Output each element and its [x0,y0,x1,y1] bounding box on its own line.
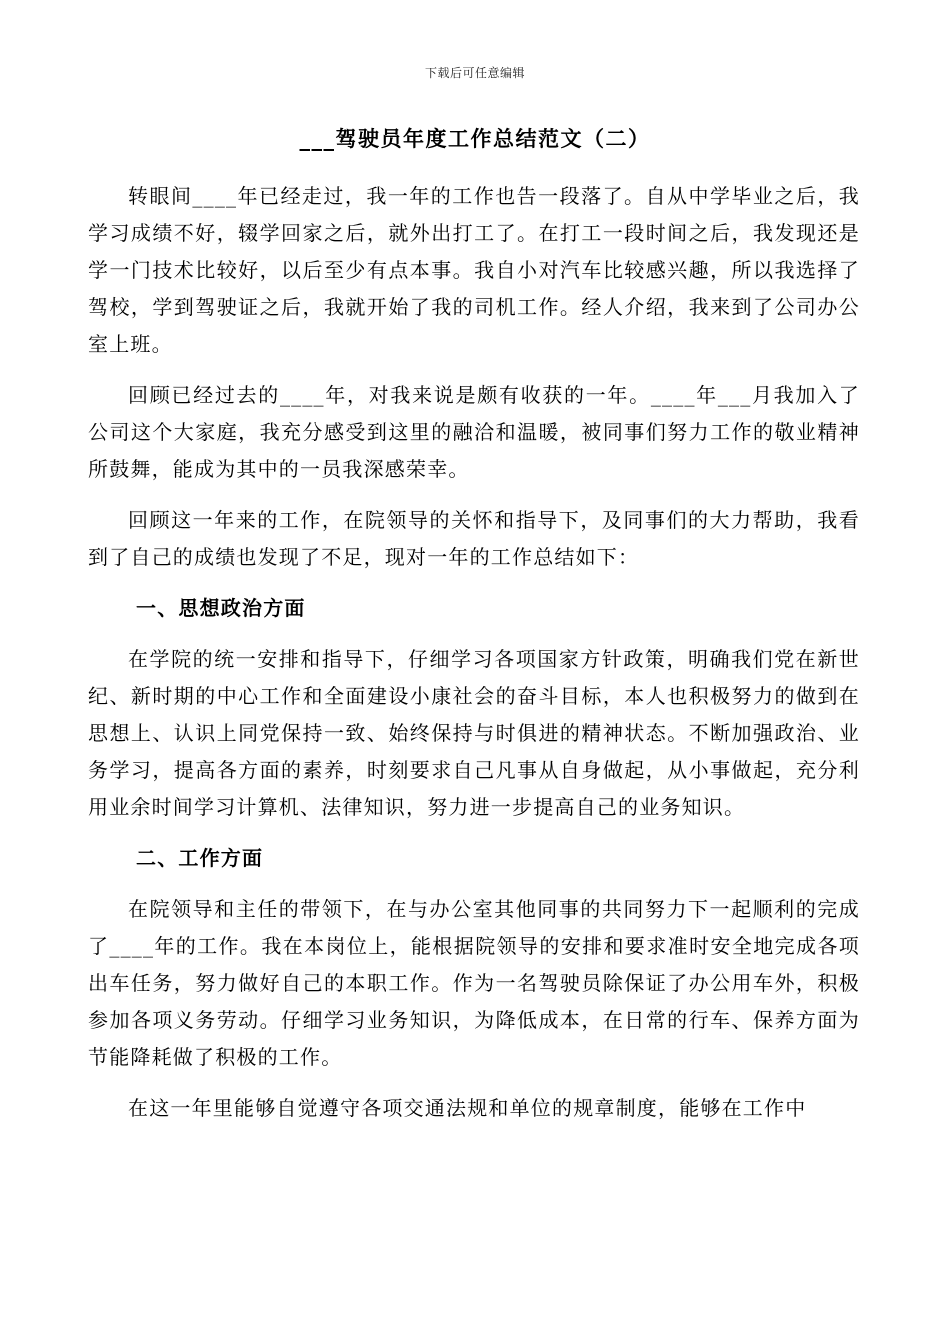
paragraph-work: 在院领导和主任的带领下，在与办公室其他同事的共同努力下一起顺利的完成了____年的工作。我在本岗位上，能根据院领导的安排和要求准时安全地完成各项出车任务，努力做好自己的本职工作。作为一名驾驶员除保证了办公用车外，积极参加各项义务劳动。仔细学习业务知识，为降低成本，在日常的行车、保养方面为节能降耗做了积极的工作。 [88,897,860,1069]
paragraph-political: 在学院的统一安排和指导下，仔细学习各项国家方针政策，明确我们党在新世纪、新时期的中心工作和全面建设小康社会的奋斗目标，本人也积极努力的做到在思想上、认识上同党保持一致、始终保持与时俱进的精神状态。不断加强政治、业务学习，提高各方面的素养，时刻要求自己凡事从自身做起，从小事做起，充分利用业余时间学习计算机、法律知识，努力进一步提高自己的业务知识。 [88,647,860,819]
document-title: ___驾驶员年度工作总结范文（二） [299,126,651,151]
section-heading-political: 一、思想政治方面 [136,596,306,620]
header-note: 下载后可任意编辑 [424,66,525,80]
paragraph-compliance: 在这一年里能够自觉遵守各项交通法规和单位的规章制度，能够在工作中 [128,1096,807,1120]
paragraph-review: 回顾已经过去的____年，对我来说是颇有收获的一年。____年___月我加入了公司这个大家庭，我充分感受到这里的融洽和温暖，被同事们努力工作的敬业精神所鼓舞，能成为其中的一员我深感荣幸。 [88,383,860,481]
paragraph-intro: 转眼间____年已经走过，我一年的工作也告一段落了。自从中学毕业之后，我学习成绩不好，辍学回家之后，就外出打工了。在打工一段时间之后，我发现还是学一门技术比较好，以后至少有点本事。我自小对汽车比较感兴趣，所以我选择了驾校，学到驾驶证之后，我就开始了我的司机工作。经人介绍，我来到了公司办公室上班。 [88,184,860,356]
section-heading-work: 二、工作方面 [136,846,264,870]
paragraph-summary-lead: 回顾这一年来的工作，在院领导的关怀和指导下，及同事们的大力帮助，我看到了自己的成绩也发现了不足，现对一年的工作总结如下： [88,508,860,569]
document-body [88,178,860,1141]
